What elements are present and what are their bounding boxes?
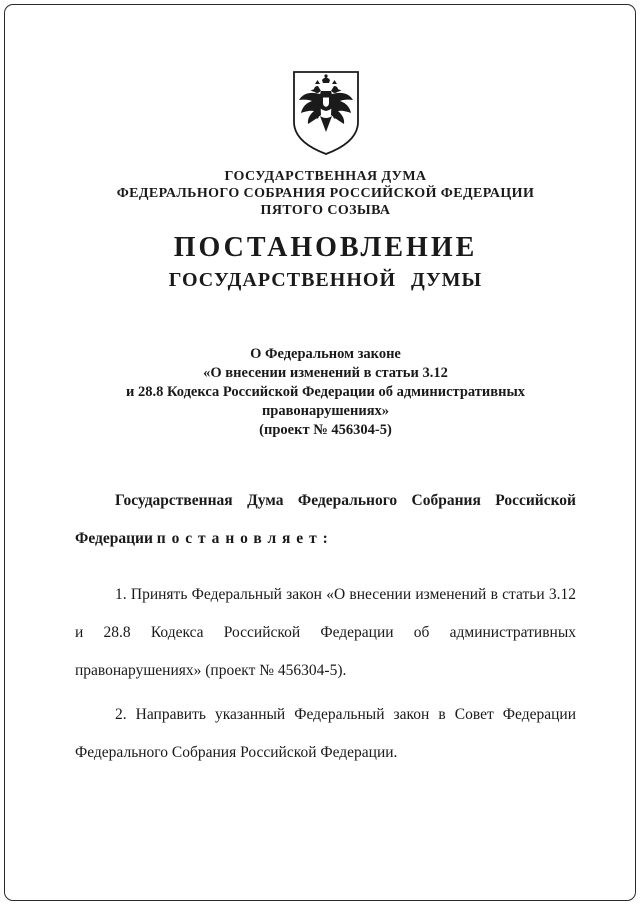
subject-line-4: правонарушениях» [261, 403, 390, 419]
decree-word: постановляет: [156, 530, 334, 547]
subject-line-5: (проект № 456304-5) [259, 422, 392, 438]
subject-line-1: О Федеральном законе [250, 346, 401, 362]
subject-block [75, 345, 576, 440]
resolution-body [75, 482, 576, 772]
org-name-line-1: ГОСУДАРСТВЕННАЯ ДУМА [224, 169, 427, 184]
resolution-item-1: 1. Принять Федеральный закон «О внесении изменений в статьи 3.12 и 28.8 Кодекса Российской Федерации об административных правонарушениях» (проект № 456304-5). [75, 586, 576, 679]
org-name-line-3: ПЯТОГО СОЗЫВА [260, 203, 391, 218]
enacting-clause-text: Государственная Дума Федерального Собрания Российской Федерации [75, 492, 576, 547]
document-subtitle: ГОСУДАРСТВЕННОЙ ДУМЫ [168, 269, 483, 291]
subject-line-2: «О внесении изменений в статьи 3.12 [203, 365, 448, 381]
coat-of-arms-icon [291, 70, 361, 156]
subject-line-3: и 28.8 Кодекса Российской Федерации об административных [125, 384, 526, 400]
enacting-clause [75, 482, 576, 558]
resolution-item-2: 2. Направить указанный Федеральный закон в Совет Федерации Федерального Собрания Российской Федерации. [75, 706, 576, 761]
issuing-authority-block [75, 168, 576, 219]
document-type-title: ПОСТАНОВЛЕНИЕ [173, 232, 478, 263]
emblem-container [75, 70, 576, 158]
org-name-line-2: ФЕДЕРАЛЬНОГО СОБРАНИЯ РОССИЙСКОЙ ФЕДЕРАЦИИ [116, 186, 535, 201]
